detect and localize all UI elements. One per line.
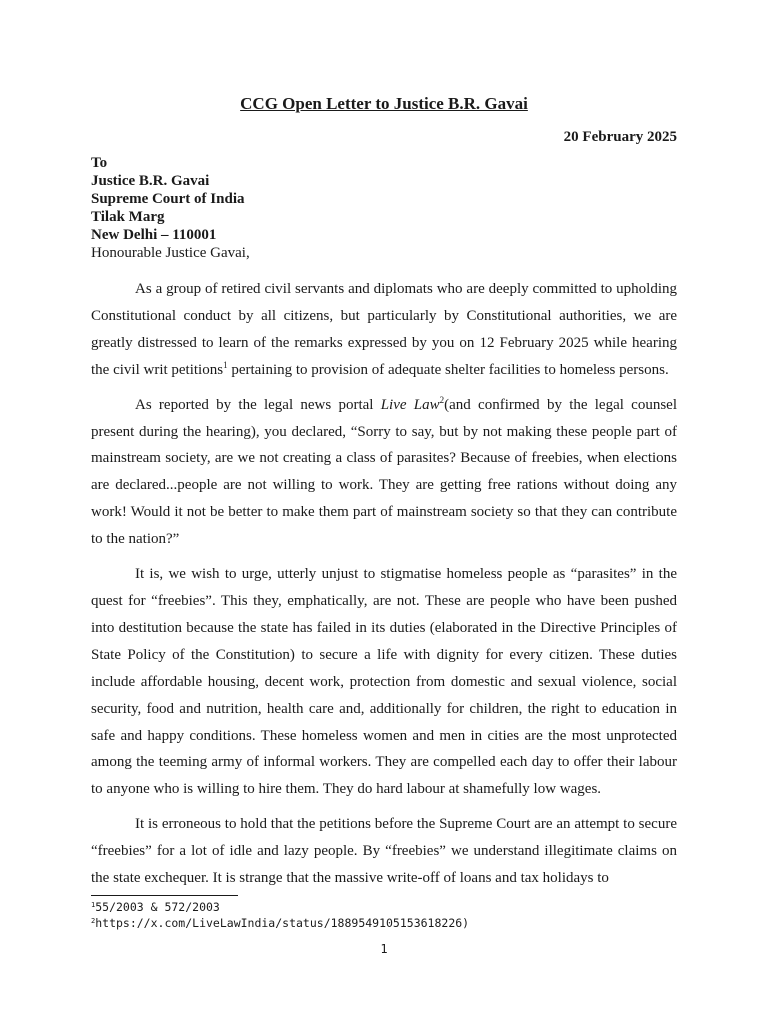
letter-title: CCG Open Letter to Justice B.R. Gavai <box>240 94 528 113</box>
footnote-1-mark: 1 <box>91 901 96 909</box>
paragraph-2 <box>91 392 677 553</box>
footnote-separator <box>91 895 238 896</box>
recipient-address <box>91 154 250 262</box>
letter-date: 20 February 2025 <box>563 129 677 145</box>
paragraph-2-text-a: As reported by the legal news portal <box>135 396 381 413</box>
footnote-1-text: 55/2003 & 572/2003 <box>95 900 220 914</box>
footnote-ref-1: 1 <box>223 359 228 370</box>
paragraph-4: It is erroneous to hold that the petitions before the Supreme Court are an attempt to secure “freebies” for a lot of idle and lazy people. By “freebies” we understand illegitimate claims on the state exchequer. It is strange that the massive write-off of loans and tax holidays to <box>91 816 677 887</box>
footnote-2 <box>91 915 469 931</box>
address-city: New Delhi – 110001 <box>91 227 217 243</box>
paragraph-1-text-b: pertaining to provision of adequate shelter facilities to homeless persons. <box>227 361 669 378</box>
footnote-1 <box>91 899 469 915</box>
address-court: Supreme Court of India <box>91 191 245 207</box>
letter-body <box>91 276 677 900</box>
address-street: Tilak Marg <box>91 209 165 225</box>
footnotes <box>91 899 469 931</box>
paragraph-1-text-a: As a group of retired civil servants and diplomats who are deeply committed to upholding Constitutional conduct by all citizens, but particularly by Constitutional authorities, we are greatly distressed to learn of the remarks expressed by you on 12 February 2025 while hearing the civil writ petitions <box>91 281 677 378</box>
footnote-2-text: https://x.com/LiveLawIndia/status/1889549105153618226) <box>95 916 470 930</box>
salutation: Honourable Justice Gavai, <box>91 245 250 261</box>
paragraph-2-text-b: (and confirmed by the legal counsel present during the hearing), you declared, “Sorry to say, but by not making these people part of mainstream society, are we not creating a class of parasites? Because of freebies, when elections are declared...people are not willing to work. They are getting free rations without doing any work! Would it not be better to make them part of mainstream society so that they can contribute to the nation?” <box>91 396 677 548</box>
address-to: To <box>91 155 108 171</box>
address-name: Justice B.R. Gavai <box>91 173 210 189</box>
paragraph-1 <box>91 276 677 384</box>
live-law-name: Live Law <box>380 396 440 413</box>
paragraph-3: It is, we wish to urge, utterly unjust to stigmatise homeless people as “parasites” in the quest for “freebies”. This they, emphatically, are not. These are people who have been pushed into destitution because the state has failed in its duties (elaborated in the Directive Principles of State Policy of the Constitution) to secure a life with dignity for every citizen. These duties include affordable housing, decent work, protection from domestic and sexual violence, social security, food and nutrition, health care and, additionally for children, the right to education in safe and happy conditions. These homeless women and men in cities are the most unprotected among the teeming army of informal workers. They are compelled each day to offer their labour to anyone who is willing to hire them. They do hard labour at shamefully low wages. <box>91 566 677 798</box>
footnote-2-mark: 2 <box>91 917 96 925</box>
footnote-ref-2: 2 <box>439 394 445 405</box>
page-number: 1 <box>380 942 388 956</box>
